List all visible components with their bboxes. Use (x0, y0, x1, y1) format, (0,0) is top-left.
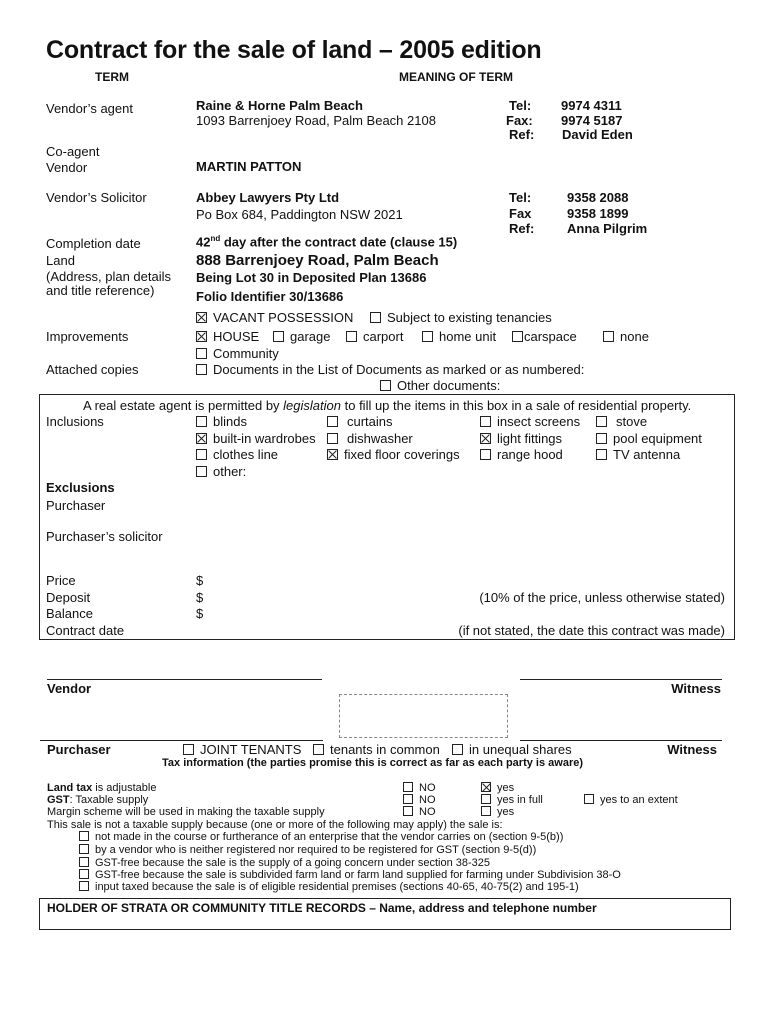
range-hood-option[interactable] (480, 447, 563, 462)
documents-option[interactable] (196, 362, 584, 377)
house-option[interactable] (196, 329, 259, 344)
carport-label: carport (363, 329, 404, 344)
stove-label: stove (616, 414, 648, 429)
garage-label: garage (290, 329, 331, 344)
reason-checkbox[interactable] (79, 831, 89, 841)
light-fittings-checkbox[interactable] (480, 433, 491, 444)
improvements-label: Improvements (46, 329, 129, 344)
meaning-header: MEANING OF TERM (399, 70, 513, 84)
land-tax-bold: Land tax (47, 782, 93, 794)
agent-notice-em: legislation (283, 398, 341, 413)
none-option[interactable] (603, 329, 649, 344)
gst-rest: : Taxable supply (69, 794, 149, 806)
exclusions-label: Exclusions (46, 480, 115, 495)
agent-fax[interactable]: 9974 5187 (561, 113, 623, 128)
gst-yes-full-label: yes in full (497, 794, 543, 806)
completion-value[interactable] (196, 234, 457, 249)
insect-screens-option[interactable] (480, 414, 580, 429)
balance-dollar[interactable]: $ (196, 606, 204, 621)
purchaser-witness-line[interactable] (520, 740, 722, 741)
solicitor-fax-label: Fax (509, 206, 532, 221)
purchasers-solicitor-label: Purchaser’s solicitor (46, 529, 163, 544)
vendor-label: Vendor (46, 160, 88, 175)
light-fittings-label: light fittings (497, 431, 563, 446)
gst-yes-extent-option[interactable] (584, 794, 678, 806)
agent-address[interactable]: 1093 Barrenjoey Road, Palm Beach 2108 (196, 113, 436, 128)
co-agent-label: Co-agent (46, 144, 100, 159)
land-label-3: and title reference) (46, 283, 155, 298)
dishwasher-option[interactable] (327, 431, 413, 446)
purchaser-signature-line[interactable] (40, 740, 323, 741)
land-lot[interactable]: Being Lot 30 in Deposited Plan 13686 (196, 270, 427, 285)
floor-coverings-label: fixed floor coverings (344, 447, 460, 462)
margin-no-option[interactable] (403, 806, 436, 818)
other-inclusions-checkbox[interactable] (196, 466, 207, 477)
solicitor-tel-label: Tel: (509, 190, 532, 205)
carspace-label: carspace (524, 329, 577, 344)
gst-yes-extent-label: yes to an extent (600, 794, 678, 806)
pool-option[interactable] (596, 431, 702, 446)
tenancies-checkbox[interactable] (370, 312, 381, 323)
price-label: Price (46, 573, 76, 588)
reason-label: not made in the course or furtherance of an enterprise that the vendor carries on (section 9-5(b)) (95, 831, 564, 843)
none-checkbox[interactable] (603, 331, 614, 342)
vendors-agent-label: Vendor’s agent (46, 101, 133, 116)
agent-fax-label: Fax: (506, 113, 533, 128)
other-documents-label: Other documents: (397, 378, 501, 393)
reason-option[interactable] (79, 881, 579, 893)
not-taxable-label: This sale is not a taxable supply because (one or more of the following may apply) the sale is: (47, 819, 503, 831)
reason-checkbox[interactable] (79, 869, 89, 879)
agent-tel-label: Tel: (509, 98, 532, 113)
blinds-label: blinds (213, 414, 247, 429)
unequal-shares-checkbox[interactable] (452, 744, 463, 755)
joint-tenants-checkbox[interactable] (183, 744, 194, 755)
vendor-witness-label: Witness (671, 681, 721, 696)
margin-yes-option[interactable] (481, 806, 514, 818)
joint-tenants-option[interactable] (183, 742, 301, 757)
gst-no-checkbox[interactable] (403, 794, 413, 804)
gst-label (47, 794, 148, 806)
solicitor-ref[interactable]: Anna Pilgrim (567, 221, 648, 236)
gst-yes-full-option[interactable] (481, 794, 543, 806)
reason-label: GST-free because the sale is the supply of a going concern under section 38-325 (95, 857, 491, 869)
agent-notice (83, 398, 691, 413)
deposit-dollar[interactable]: $ (196, 590, 204, 605)
strata-label: HOLDER OF STRATA OR COMMUNITY TITLE RECORDS – Name, address and telephone number (47, 901, 597, 915)
land-label-2: (Address, plan details (46, 269, 172, 284)
reason-option[interactable] (79, 831, 563, 843)
carspace-option[interactable] (512, 329, 577, 344)
vendor-sign-label: Vendor (47, 681, 92, 696)
land-tax-label (47, 782, 156, 794)
land-tax-yes-checkbox[interactable] (481, 782, 491, 792)
curtains-label: curtains (347, 414, 393, 429)
other-inclusions-label: other: (213, 464, 247, 479)
purchaser-sign-label: Purchaser (47, 742, 111, 757)
house-checkbox[interactable] (196, 331, 207, 342)
stove-option[interactable] (596, 414, 647, 429)
tv-antenna-option[interactable] (596, 447, 680, 462)
vendor-signature-line[interactable] (47, 679, 322, 680)
land-tax-yes-option[interactable] (481, 782, 514, 794)
solicitor-tel[interactable]: 9358 2088 (567, 190, 629, 205)
floor-coverings-option[interactable] (327, 447, 460, 462)
none-label: none (620, 329, 649, 344)
unequal-shares-label: in unequal shares (469, 742, 572, 757)
community-option[interactable] (196, 346, 279, 361)
other-documents-checkbox[interactable] (380, 380, 391, 391)
house-label: HOUSE (213, 329, 260, 344)
reason-checkbox[interactable] (79, 844, 89, 854)
agent-ref-label: Ref: (509, 127, 535, 142)
vendor-witness-line[interactable] (520, 679, 722, 680)
term-header: TERM (95, 70, 129, 84)
tenants-common-checkbox[interactable] (313, 744, 324, 755)
deposit-label: Deposit (46, 590, 91, 605)
land-tax-no-checkbox[interactable] (403, 782, 413, 792)
land-tax-yes-label: yes (497, 782, 515, 794)
vacant-possession-label: VACANT POSSESSION (213, 310, 354, 325)
clothes-line-checkbox[interactable] (196, 449, 207, 460)
reason-checkbox[interactable] (79, 857, 89, 867)
solicitor-fax[interactable]: 9358 1899 (567, 206, 629, 221)
margin-yes-label: yes (497, 806, 515, 818)
land-tax-no-option[interactable] (403, 782, 436, 794)
community-checkbox[interactable] (196, 348, 207, 359)
range-hood-label: range hood (497, 447, 563, 462)
dishwasher-checkbox[interactable] (327, 433, 338, 444)
margin-scheme-label: Margin scheme will be used in making the taxable supply (47, 806, 325, 818)
vendor-name[interactable]: MARTIN PATTON (196, 159, 302, 174)
page-title: Contract for the sale of land – 2005 edition (46, 36, 542, 64)
completion-num: 42 (196, 234, 211, 250)
stamp-box (339, 694, 508, 738)
price-dollar[interactable]: $ (196, 573, 204, 588)
reason-option[interactable] (79, 844, 536, 856)
reason-option[interactable] (79, 869, 621, 881)
other-documents-option[interactable] (380, 378, 500, 393)
blinds-checkbox[interactable] (196, 416, 207, 427)
pool-label: pool equipment (613, 431, 702, 446)
floor-coverings-checkbox[interactable] (327, 449, 338, 460)
tenants-common-label: tenants in common (330, 742, 440, 757)
stove-checkbox[interactable] (596, 416, 607, 427)
blinds-option[interactable] (196, 414, 247, 429)
reason-checkbox[interactable] (79, 881, 89, 891)
documents-label: Documents in the List of Documents as marked or as numbered: (213, 362, 585, 377)
reason-label: input taxed because the sale is of eligible residential premises (sections 40-65, 40-75(2) and 195-1) (95, 881, 579, 893)
agent-ref[interactable]: David Eden (562, 127, 633, 142)
land-address[interactable]: 888 Barrenjoey Road, Palm Beach (196, 252, 439, 269)
margin-no-checkbox[interactable] (403, 806, 413, 816)
carspace-checkbox[interactable] (512, 331, 523, 342)
deposit-note: (10% of the price, unless otherwise stated) (479, 590, 725, 605)
wardrobes-label: built-in wardrobes (213, 431, 316, 446)
insect-screens-label: insect screens (497, 414, 581, 429)
solicitor-address[interactable]: Po Box 684, Paddington NSW 2021 (196, 207, 403, 222)
dishwasher-label: dishwasher (347, 431, 413, 446)
tenancies-label: Subject to existing tenancies (387, 310, 552, 325)
curtains-checkbox[interactable] (327, 416, 338, 427)
tv-antenna-label: TV antenna (613, 447, 681, 462)
garage-option[interactable] (273, 329, 330, 344)
clothes-line-option[interactable] (196, 447, 278, 462)
carport-option[interactable] (346, 329, 403, 344)
range-hood-checkbox[interactable] (480, 449, 491, 460)
tax-heading: Tax information (the parties promise this is correct as far as each party is aware) (162, 757, 584, 769)
tenants-common-option[interactable] (313, 742, 440, 757)
home-unit-option[interactable] (422, 329, 496, 344)
documents-checkbox[interactable] (196, 364, 207, 375)
agent-tel[interactable]: 9974 4311 (561, 98, 622, 113)
reason-option[interactable] (79, 857, 490, 869)
vacant-possession-checkbox[interactable] (196, 312, 207, 323)
agent-name[interactable]: Raine & Horne Palm Beach (196, 98, 363, 113)
tenancies-option[interactable] (370, 310, 552, 325)
attached-copies-label: Attached copies (46, 362, 139, 377)
reason-label: GST-free because the sale is subdivided farm land or farm land supplied for farming under Subdivision 38-O (95, 869, 621, 881)
contract-date-label: Contract date (46, 623, 125, 638)
clothes-line-label: clothes line (213, 447, 279, 462)
purchaser-label: Purchaser (46, 498, 106, 513)
land-tax-no-label: NO (419, 782, 436, 794)
community-label: Community (213, 346, 279, 361)
vacant-possession-option[interactable] (196, 310, 353, 325)
gst-no-option[interactable] (403, 794, 436, 806)
margin-no-label: NO (419, 806, 436, 818)
contract-date-note: (if not stated, the date this contract was made) (458, 623, 725, 638)
gst-yes-full-checkbox[interactable] (481, 794, 491, 804)
garage-checkbox[interactable] (273, 331, 284, 342)
land-folio[interactable]: Folio Identifier 30/13686 (196, 289, 344, 304)
reason-label: by a vendor who is neither registered nor required to be registered for GST (section 9-5(d)) (95, 844, 537, 856)
other-inclusions-option[interactable] (196, 464, 246, 479)
wardrobes-checkbox[interactable] (196, 433, 207, 444)
home-unit-checkbox[interactable] (422, 331, 433, 342)
tv-antenna-checkbox[interactable] (596, 449, 607, 460)
home-unit-label: home unit (439, 329, 497, 344)
pool-checkbox[interactable] (596, 433, 607, 444)
margin-yes-checkbox[interactable] (481, 806, 491, 816)
land-label: Land (46, 253, 75, 268)
gst-bold: GST (47, 794, 70, 806)
insect-screens-checkbox[interactable] (480, 416, 491, 427)
light-fittings-option[interactable] (480, 431, 562, 446)
balance-label: Balance (46, 606, 93, 621)
completion-label: Completion date (46, 236, 141, 251)
wardrobes-option[interactable] (196, 431, 316, 446)
land-tax-rest: is adjustable (92, 782, 157, 794)
completion-sup: nd (210, 234, 221, 243)
gst-yes-extent-checkbox[interactable] (584, 794, 594, 804)
inclusions-label: Inclusions (46, 414, 104, 429)
gst-no-label: NO (419, 794, 436, 806)
unequal-shares-option[interactable] (452, 742, 572, 757)
purchaser-witness-label: Witness (667, 742, 717, 757)
vendors-solicitor-label: Vendor’s Solicitor (46, 190, 147, 205)
joint-tenants-label: JOINT TENANTS (200, 742, 302, 757)
agent-notice-pre: A real estate agent is permitted by (83, 398, 284, 413)
solicitor-name[interactable]: Abbey Lawyers Pty Ltd (196, 190, 340, 205)
curtains-option[interactable] (327, 414, 393, 429)
completion-rest: day after the contract date (clause 15) (220, 234, 458, 250)
agent-notice-post: to fill up the items in this box in a sale of residential property. (341, 398, 692, 413)
solicitor-ref-label: Ref: (509, 221, 535, 236)
carport-checkbox[interactable] (346, 331, 357, 342)
